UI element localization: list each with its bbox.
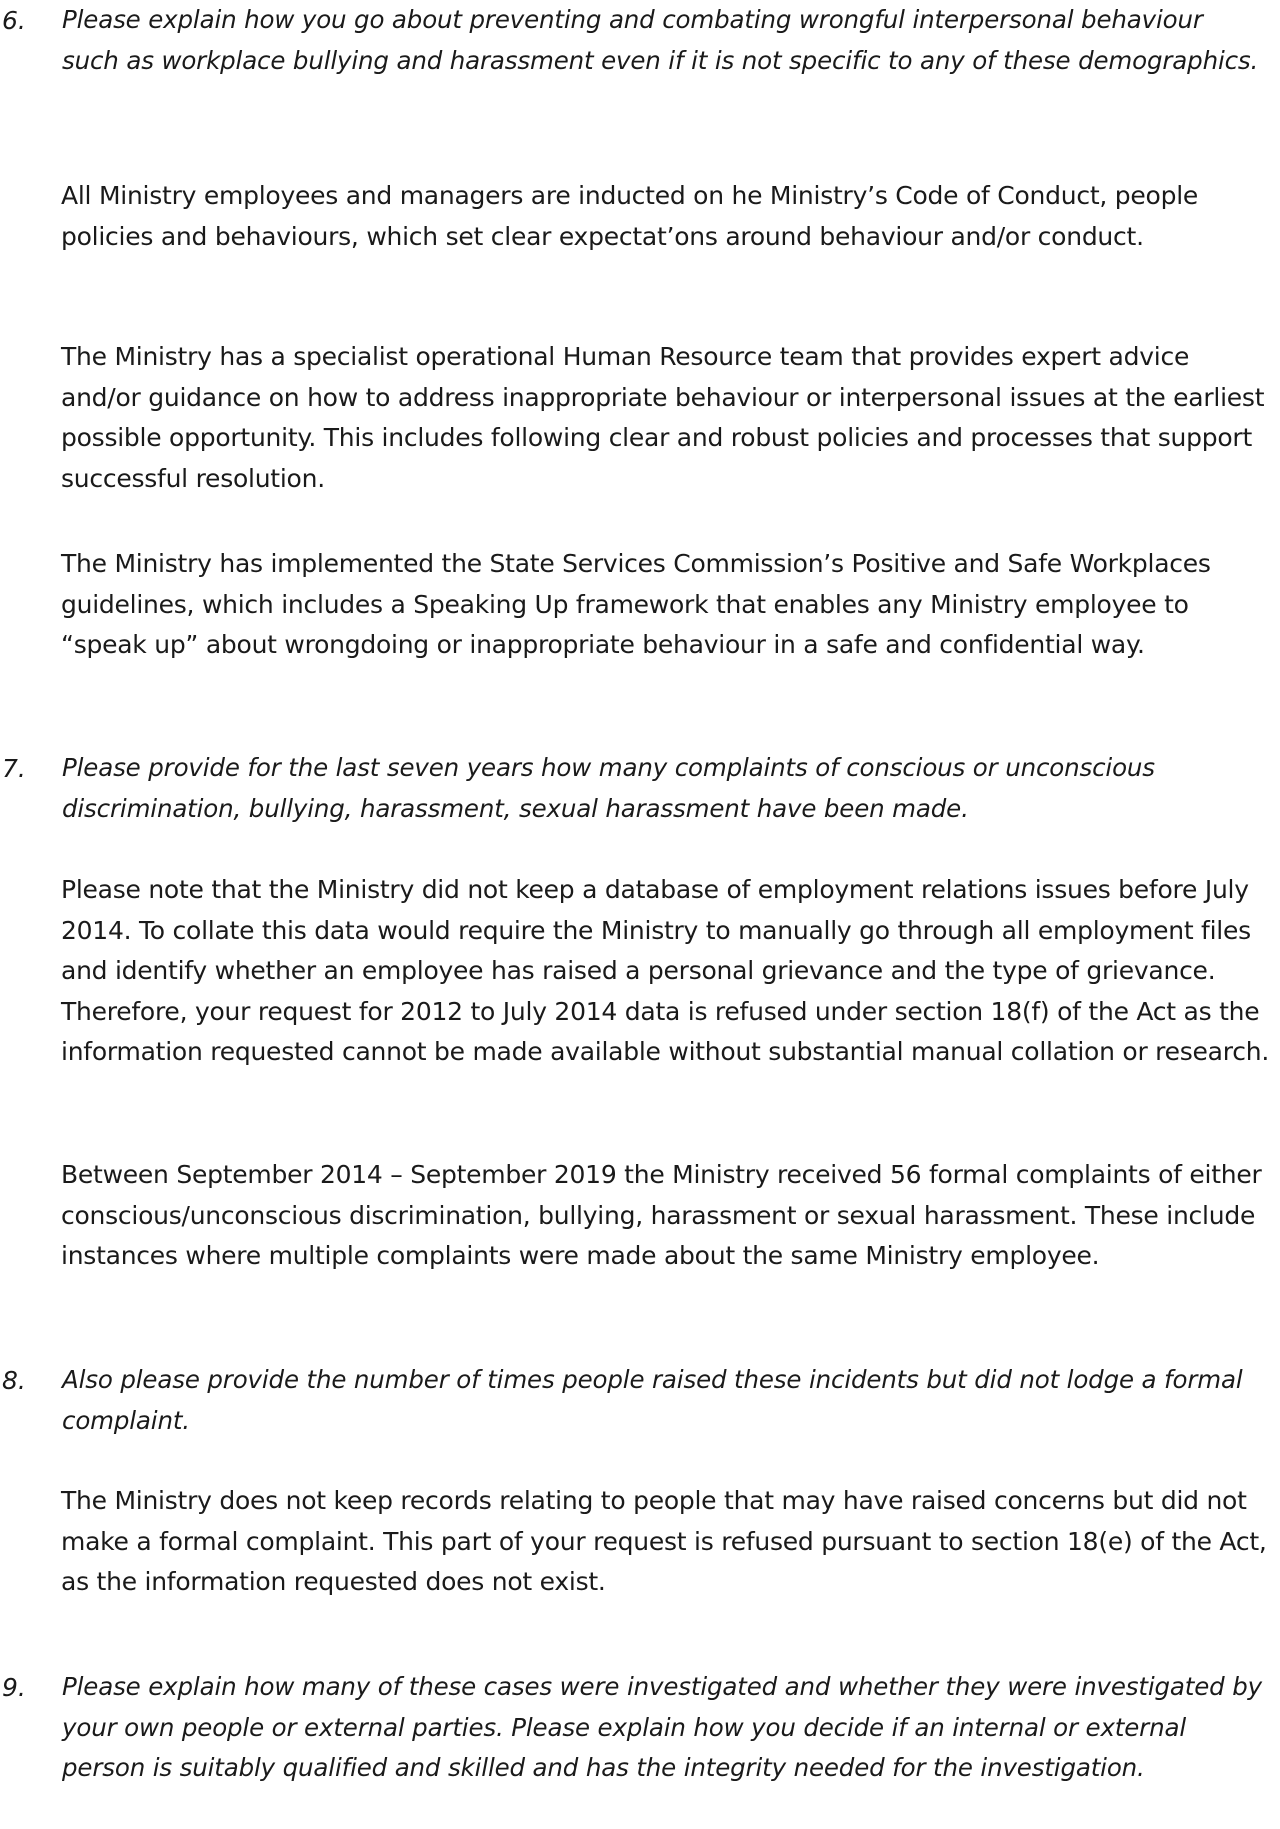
answer-paragraph: The Ministry does not keep records relating to people that may have raised concerns but did not make a formal complaint. This part of your request is refused pursuant to section 18(e) of the Act, as the information requested does not exist.: [61, 1486, 1267, 1596]
question-text: Please explain how you go about preventing and combating wrongful interpersonal behaviour such as workplace bullying and harassment even if it is not specific to any of these demographics.: [62, 5, 1259, 75]
question-text: Please provide for the last seven years how many complaints of conscious or unconscious discrimination, bullying, harassment, sexual harassment have been made.: [62, 753, 1155, 823]
question-number: 9.: [2, 1673, 26, 1702]
question-number: 7.: [2, 754, 26, 783]
question-text: Also please provide the number of times people raised these incidents but did not lodge a formal complaint.: [62, 1365, 1243, 1435]
answer-paragraph: The Ministry has a specialist operational Human Resource team that provides expert advice and/or guidance on how to address inappropriate behaviour or interpersonal issues at the earliest possible opportunity. This includes following clear and robust policies and processes that support successful resolution.: [61, 342, 1265, 493]
question-text: Please explain how many of these cases were investigated and whether they were investigated by your own people or external parties. Please explain how you decide if an internal or external person is suitably qualified and skilled and has the integrity needed for the investigation.: [62, 1672, 1262, 1782]
answer-paragraph: All Ministry employees and managers are inducted on he Ministry’s Code of Conduct, people policies and behaviours, which set clear expectat’ons around behaviour and/or conduct.: [61, 181, 1199, 251]
answer-paragraph: Please note that the Ministry did not keep a database of employment relations issues before July 2014. To collate this data would require the Ministry to manually go through all employment files and identify whether an employee has raised a personal grievance and the type of grievance. Therefore, your request for 2012 to July 2014 data is refused under section 18(f) of the Act as the information requested cannot be made available without substantial manual collation or research.: [61, 875, 1270, 1066]
answer-paragraph: Between September 2014 – September 2019 the Ministry received 56 formal complaints of either conscious/unconscious discrimination, bullying, harassment or sexual harassment. These include instances where multiple complaints were made about the same Ministry employee.: [61, 1160, 1262, 1270]
question-number: 8.: [2, 1366, 26, 1395]
answer-paragraph: The Ministry has implemented the State Services Commission’s Positive and Safe Workplaces guidelines, which includes a Speaking Up framework that enables any Ministry employee to “speak up” about wrongdoing or inappropriate behaviour in a safe and confidential way.: [61, 549, 1211, 659]
question-number: 6.: [2, 6, 26, 35]
